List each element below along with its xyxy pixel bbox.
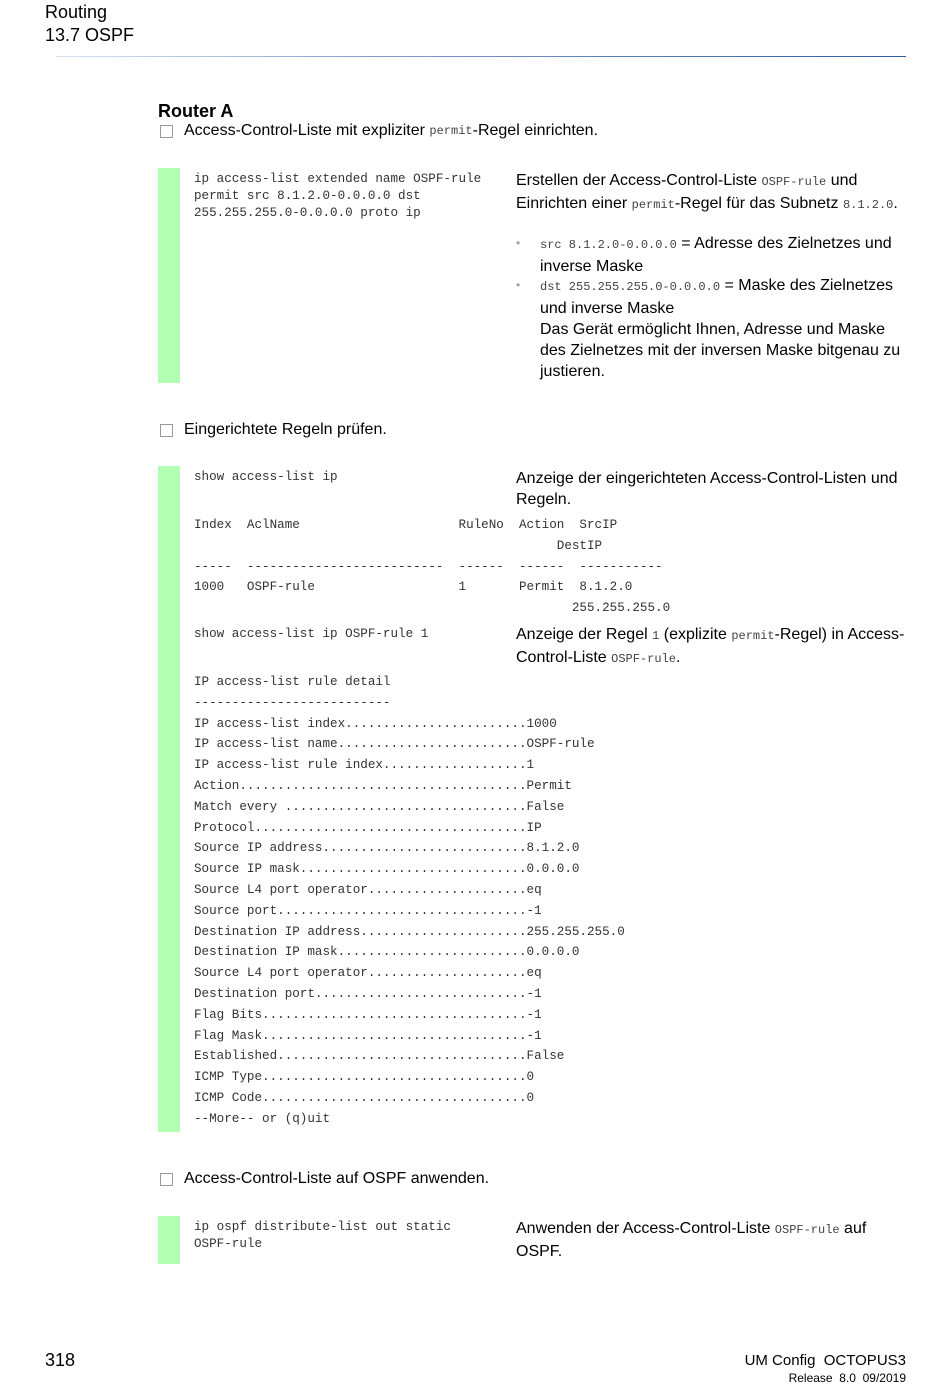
checkbox-icon: [160, 125, 173, 138]
command-show-acl: show access-list ip: [194, 470, 338, 484]
desc-code: OSPF-rule: [774, 1223, 840, 1237]
step-code: permit: [429, 124, 473, 138]
desc-text: -Regel für das Subnetz: [674, 195, 843, 212]
step-text: Eingerichtete Regeln prüfen.: [184, 421, 387, 438]
output-rule-detail: IP access-list rule detail -------------------------- IP access-list index........................1000 IP access-list name.........................OSPF-rule IP access-list rule index...................1 Action......................................Permit Match every ................................False Protocol....................................IP Source IP address...........................8.1.2.0 Source IP mask..............................0.0.0.0 Source L4 port operator.....................eq Source port.................................-1 Destination IP address......................255.255.255.0 Destination IP mask.........................0.0.0.0 Source L4 port operator.....................eq Destination port............................-1 Flag Bits...................................-1 Flag Mask...................................-1 Established.................................False ICMP Type...................................0 ICMP Code...................................0 --More-- or (q)uit: [194, 675, 625, 1126]
desc-text: Erstellen der Access-Control-Liste: [516, 172, 762, 189]
desc-code: permit: [731, 629, 775, 643]
command-show-rule: show access-list ip OSPF-rule 1: [194, 627, 429, 641]
bullet-text: = Adresse des Zielnetzes und inverse Maske: [540, 235, 892, 275]
desc-text: .: [893, 195, 898, 212]
description-show-rule: [516, 624, 906, 670]
checkbox-icon: [160, 424, 173, 437]
desc-code: OSPF-rule: [761, 175, 827, 189]
desc-text: Anzeige der Regel: [516, 626, 653, 643]
description-create-acl: [516, 170, 906, 216]
step-create-acl: [160, 122, 598, 140]
header-rule: [56, 56, 906, 57]
page-number: 318: [45, 1350, 76, 1370]
step-text: Access-Control-Liste auf OSPF anwenden.: [184, 1170, 490, 1187]
document-title: UM Config OCTOPUS3: [744, 1352, 906, 1369]
description-apply-acl: [516, 1218, 906, 1262]
command-apply-acl: ip ospf distribute-list out static OSPF-rule: [194, 1220, 451, 1251]
command-block-marker: [158, 1216, 180, 1264]
desc-code: OSPF-rule: [611, 652, 676, 666]
desc-code: permit: [631, 198, 675, 212]
release-info: Release 8.0 09/2019: [788, 1371, 906, 1385]
command-block-marker: [158, 466, 180, 1132]
desc-text: Anwenden der Access-Control-Liste: [516, 1220, 775, 1237]
bullet-text: = Maske des Zielnetzes und inverse Maske: [540, 277, 893, 317]
step-text-before: Access-Control-Liste mit expliziter: [184, 122, 430, 139]
bullet-icon: •: [516, 236, 521, 250]
command-create-acl: ip access-list extended name OSPF-rule permit src 8.1.2.0-0.0.0.0 dst 255.255.255.0-0.0.0.0 proto ip: [194, 172, 482, 220]
desc-code: 8.1.2.0: [842, 198, 894, 212]
desc-text: -Regel) in Access-Control-Liste: [516, 626, 905, 666]
bullet-icon: •: [516, 278, 521, 292]
bullet-extra-text: Das Gerät ermöglicht Ihnen, Adresse und Maske des Zielnetzes mit der inversen Maske bitgenau zu justieren.: [540, 321, 901, 380]
desc-text: und Einrichten einer: [516, 172, 858, 212]
step-check-rules: [160, 421, 387, 439]
step-apply-acl: [160, 1170, 489, 1188]
router-heading: Router A: [158, 101, 234, 121]
desc-text: (explizite: [659, 626, 732, 643]
bullet-code: dst 255.255.255.0-0.0.0.0: [540, 280, 721, 294]
desc-code: 1: [652, 629, 660, 643]
desc-text: .: [675, 649, 681, 666]
step-text-after: -Regel einrichten.: [472, 122, 599, 139]
command-block-marker: [158, 168, 180, 383]
checkbox-icon: [160, 1173, 173, 1186]
desc-text: auf OSPF.: [516, 1220, 867, 1260]
chapter-title: Routing: [45, 2, 108, 22]
section-title: 13.7 OSPF: [45, 25, 135, 45]
bullet-code: src 8.1.2.0-0.0.0.0: [540, 238, 677, 252]
description-show-acl: Anzeige der eingerichteten Access-Control-Listen und Regeln.: [516, 470, 898, 508]
output-acl-table: Index AclName RuleNo Action SrcIP DestIP ----- -------------------------- ------ ------ ----------- 1000 OSPF-rule 1 Permit 8.1.2.0 255.255.255.0: [194, 518, 671, 616]
